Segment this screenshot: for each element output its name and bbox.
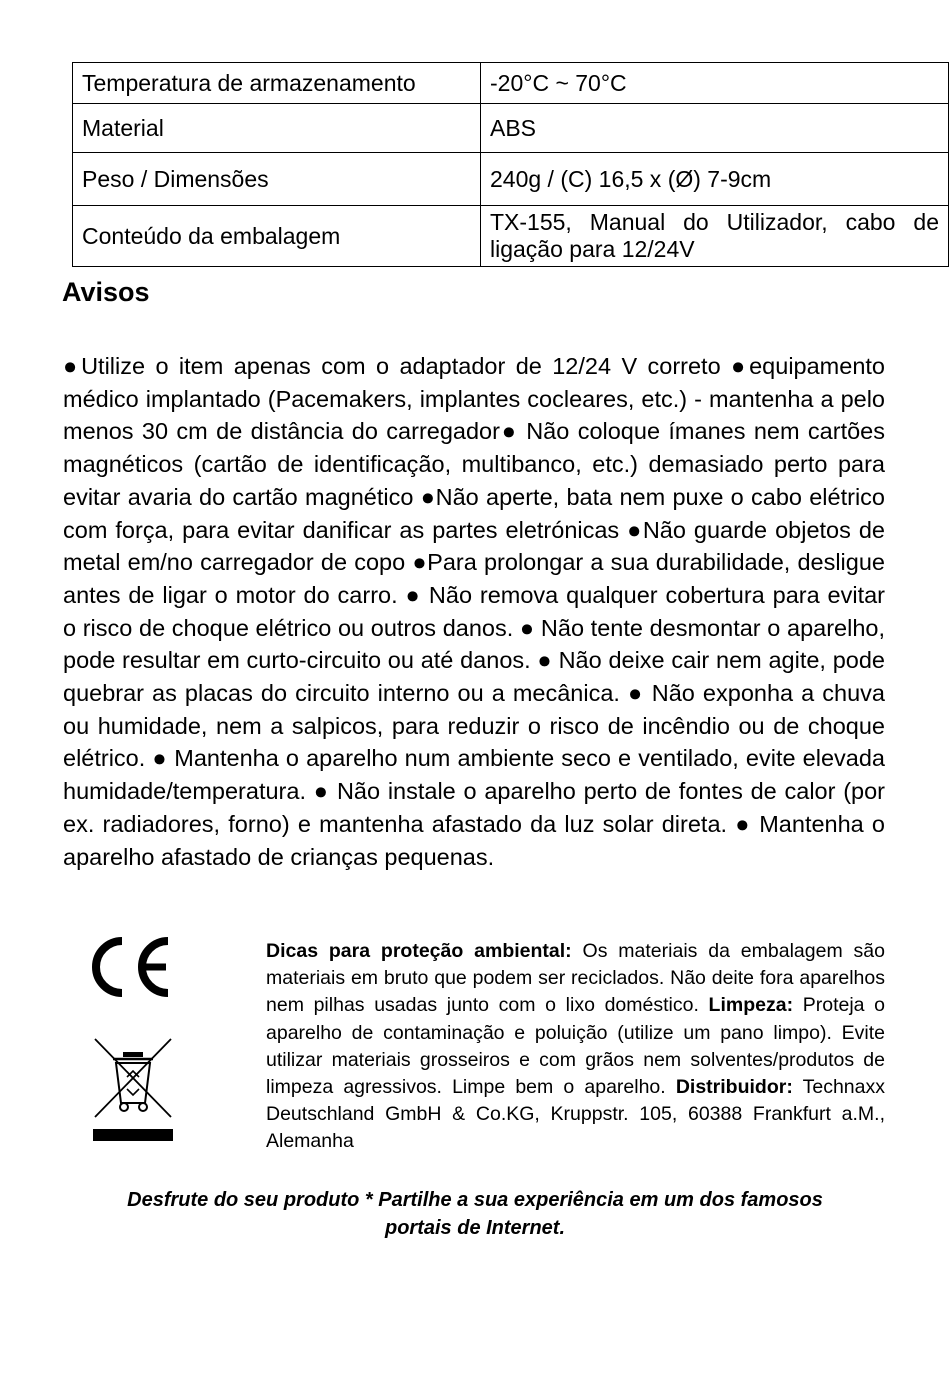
crossed-out-wheelie-bin-icon bbox=[93, 1037, 173, 1143]
distributor-text: Technaxx Deutschland GmbH & Co.KG, Kruppstr. 105, 60388 Frankfurt a.M., Alemanha bbox=[266, 1076, 885, 1153]
table-row bbox=[73, 206, 949, 267]
environment-info bbox=[266, 938, 885, 1156]
specifications-table bbox=[72, 62, 949, 267]
distributor-label: Distribuidor: bbox=[675, 1076, 793, 1099]
table-row bbox=[73, 63, 949, 104]
table-row bbox=[73, 153, 949, 206]
spec-value: ABS bbox=[481, 104, 949, 153]
spec-label: Material bbox=[73, 104, 481, 153]
spec-value: TX-155, Manual do Utilizador, cabo de ligação para 12/24V bbox=[481, 206, 949, 267]
eco-label: Dicas para proteção ambiental: bbox=[266, 940, 572, 962]
spec-value: -20°C ~ 70°C bbox=[481, 63, 949, 104]
cleaning-text: Proteja o aparelho de contaminação e poluição (utilize um pano limpo). Evite utilizar materiais grosseiros e com grãos nem solventes/produtos de limpeza agressivos. Limpe bem o aparelho. bbox=[266, 994, 886, 1099]
closing-line-2: portais de Internet. bbox=[384, 1217, 566, 1239]
table-row bbox=[73, 104, 949, 153]
spec-label: Peso / Dimensões bbox=[73, 153, 481, 206]
warnings-paragraph: ●Utilize o item apenas com o adaptador de 12/24 V correto ●equipamento médico implantado (Pacemakers, implantes cocleares, etc.) - mantenha a pelo menos 30 cm de distância do carregador● Não coloque ímanes nem cartões magnéticos (cartão de identificação, multibanco, etc.) demasiado perto para evitar avaria do cartão magnético ●Não aperte, bata nem puxe o cabo elétrico com força, para evitar danificar as partes eletrónicas ●Não guarde objetos de metal em/no carregador de copo ●Para prolongar a sua durabilidade, desligue antes de ligar o motor do carro. ● Não remova qualquer cobertura para evitar o risco de choque elétrico ou outros danos. ● Não tente desmontar o aparelho, pode resultar em curto-circuito ou até danos. ● Não deixe cair nem agite, pode quebrar as placas do circuito interno ou a mecânica. ● Não exponha a chuva ou humidade, nem a salpicos, para reduzir o risco de incêndio ou de choque elétrico. ● Mantenha o aparelho num ambiente seco e ventilado, evite elevada humidade/temperatura. ● Não instale o aparelho perto de fontes de calor (por ex. radiadores, forno) e mantenha afastado da luz solar direta. ● Mantenha o aparelho afastado de crianças pequenas. bbox=[63, 353, 885, 870]
spec-value: 240g / (C) 16,5 x (Ø) 7-9cm bbox=[481, 153, 949, 206]
warnings-heading: Avisos bbox=[62, 277, 150, 307]
spec-label: Conteúdo da embalagem bbox=[73, 206, 481, 267]
closing-line-1: Desfrute do seu produto * Partilhe a sua experiência em um dos famosos bbox=[127, 1189, 823, 1211]
ce-marking-icon bbox=[86, 935, 172, 999]
spec-label: Temperatura de armazenamento bbox=[73, 63, 481, 104]
closing-message bbox=[60, 1186, 890, 1242]
eco-text: Os materiais da embalagem são materiais em bruto que podem ser reciclados. Não deite fora aparelhos nem pilhas usadas junto com o lixo doméstico. bbox=[266, 940, 885, 1017]
cleaning-label: Limpeza: bbox=[708, 994, 794, 1017]
